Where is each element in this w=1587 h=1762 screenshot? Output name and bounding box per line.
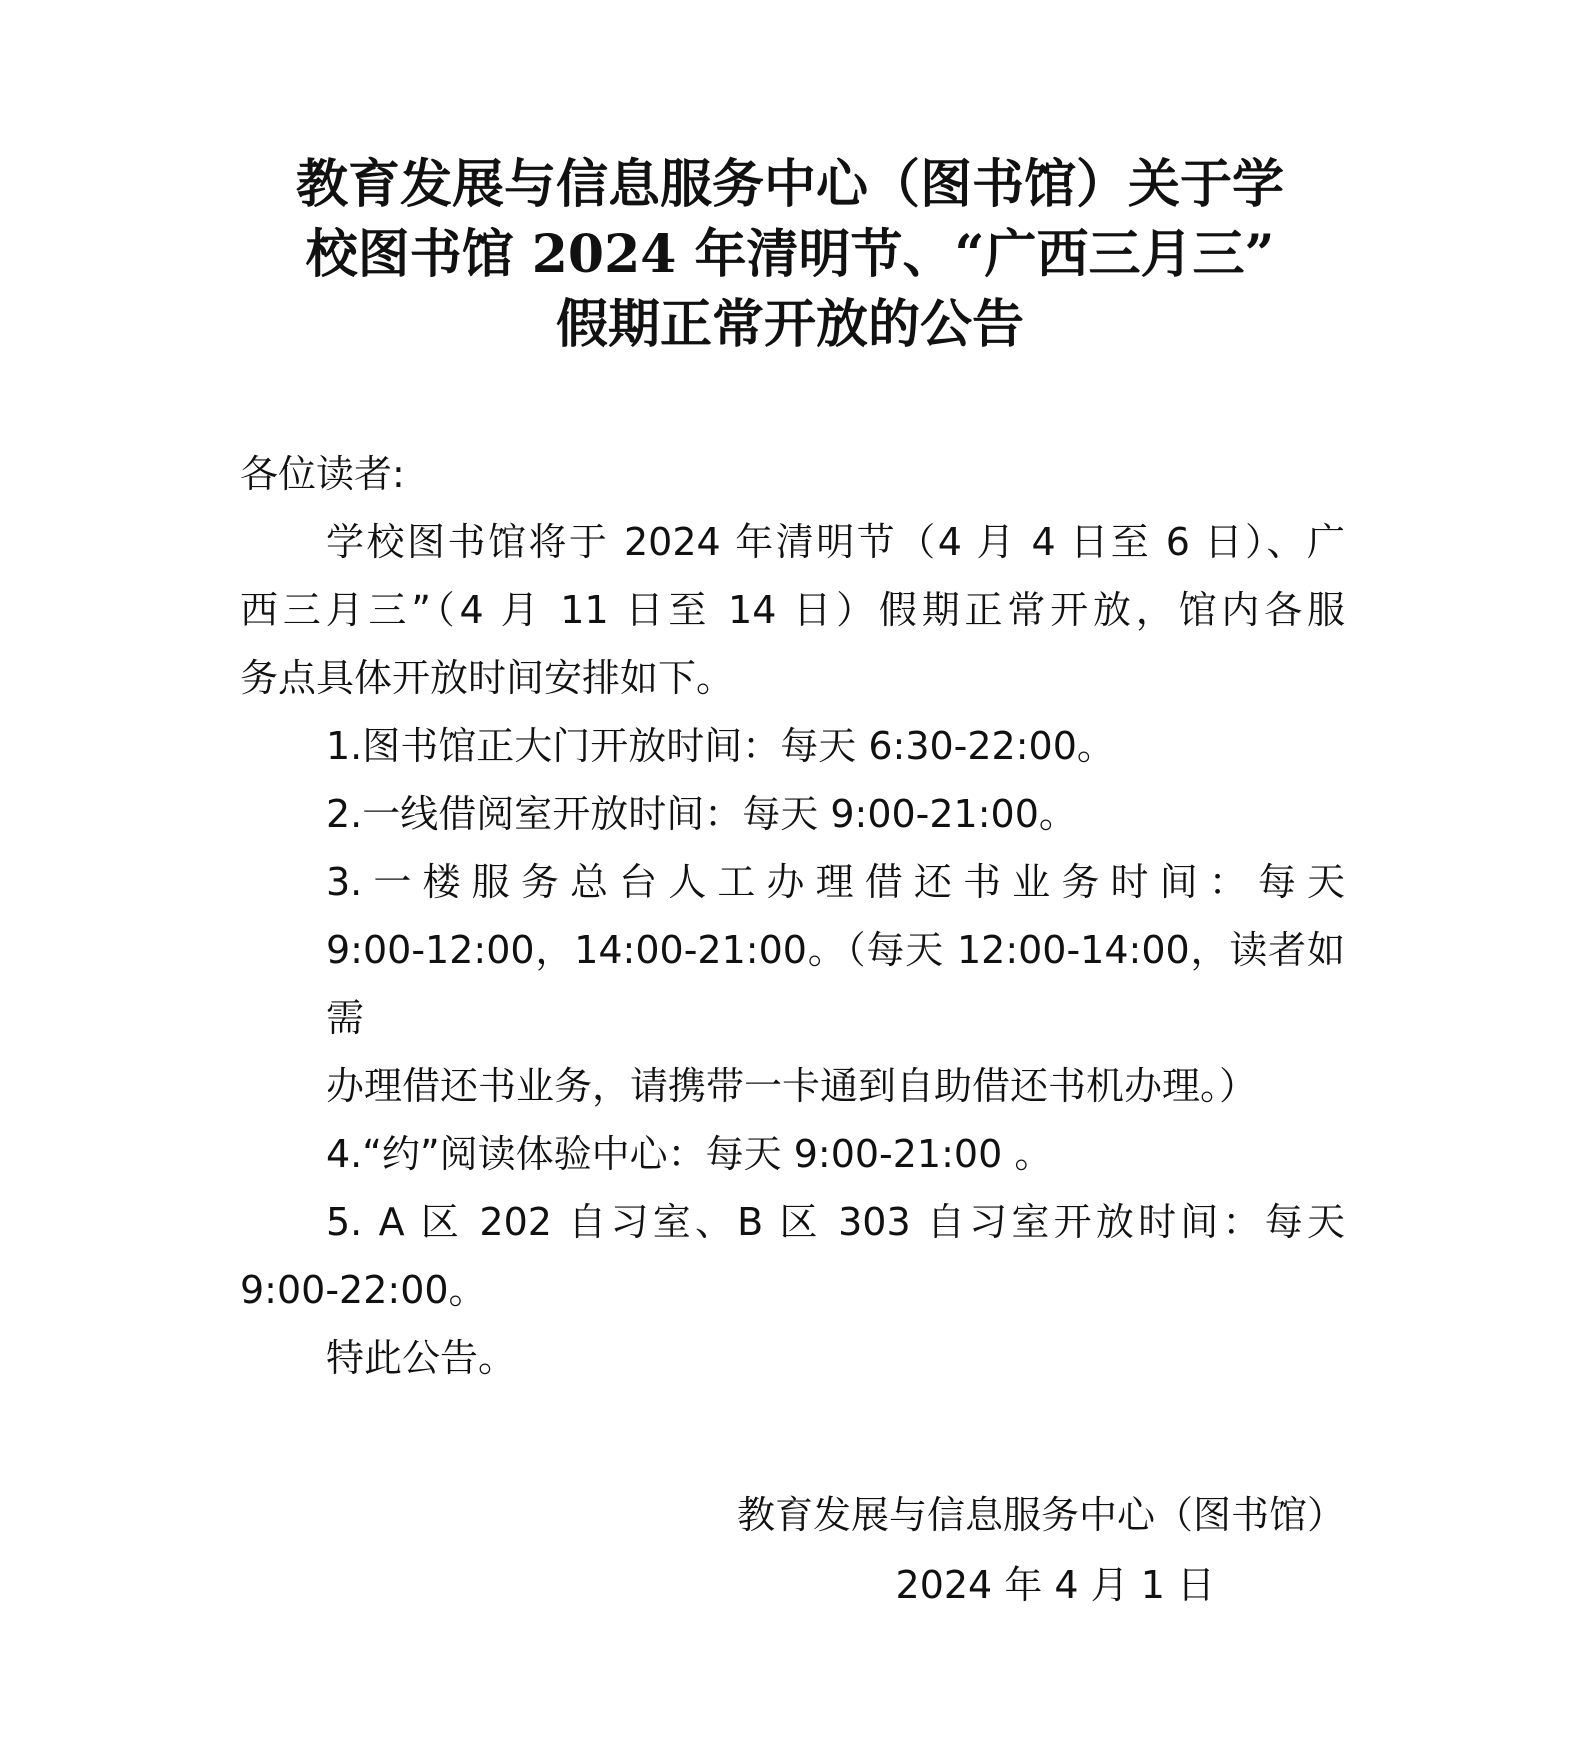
schedule-item-3-line-3: 办理借还书业务，请携带一卡通到自助借还书机办理。） xyxy=(326,1064,1258,1108)
document-body xyxy=(240,440,1345,1392)
signature-organization: 教育发展与信息服务中心（图书馆） xyxy=(736,1493,1345,1537)
greeting: 各位读者: xyxy=(240,452,405,496)
schedule-item-4: 4.“约”阅读体验中心：每天 9:00-21:00 。 xyxy=(326,1132,1053,1176)
document-title xyxy=(235,150,1345,360)
schedule-item-5 xyxy=(240,1188,1345,1324)
schedule-item-5-line-1: 5. A 区 202 自习室、B 区 303 自习室开放时间：每天 xyxy=(326,1200,1345,1244)
closing-text: 特此公告。 xyxy=(326,1336,517,1380)
schedule-item-1: 1.图书馆正大门开放时间：每天 6:30-22:00。 xyxy=(326,724,1115,768)
schedule-item-3-line-1: 3.一楼服务总台人工办理借还书业务时间：每天 xyxy=(326,860,1345,904)
intro-line-2: 西三月三”（4 月 11 日至 14 日）假期正常开放，馆内各服 xyxy=(240,588,1345,632)
title-line-2: 校图书馆 2024 年清明节、“广西三月三” xyxy=(305,224,1275,285)
title-line-1: 教育发展与信息服务中心（图书馆）关于学 xyxy=(295,154,1284,215)
intro-paragraph xyxy=(240,508,1345,712)
intro-line-3: 务点具体开放时间安排如下。 xyxy=(240,656,735,700)
intro-line-1: 学校图书馆将于 2024 年清明节（4 月 4 日至 6 日）、广 xyxy=(326,520,1345,564)
schedule-item-5-line-2: 9:00-22:00。 xyxy=(240,1268,487,1312)
schedule-item-3 xyxy=(240,848,1345,1120)
title-line-3: 假期正常开放的公告 xyxy=(555,294,1024,355)
schedule-item-3-line-2: 9:00-12:00，14:00-21:00。（每天 12:00-14:00，读者如需 xyxy=(326,928,1345,1040)
signature-block xyxy=(665,1480,1345,1620)
schedule-item-2: 2.一线借阅室开放时间：每天 9:00-21:00。 xyxy=(326,792,1077,836)
signature-date: 2024 年 4 月 1 日 xyxy=(895,1563,1215,1607)
